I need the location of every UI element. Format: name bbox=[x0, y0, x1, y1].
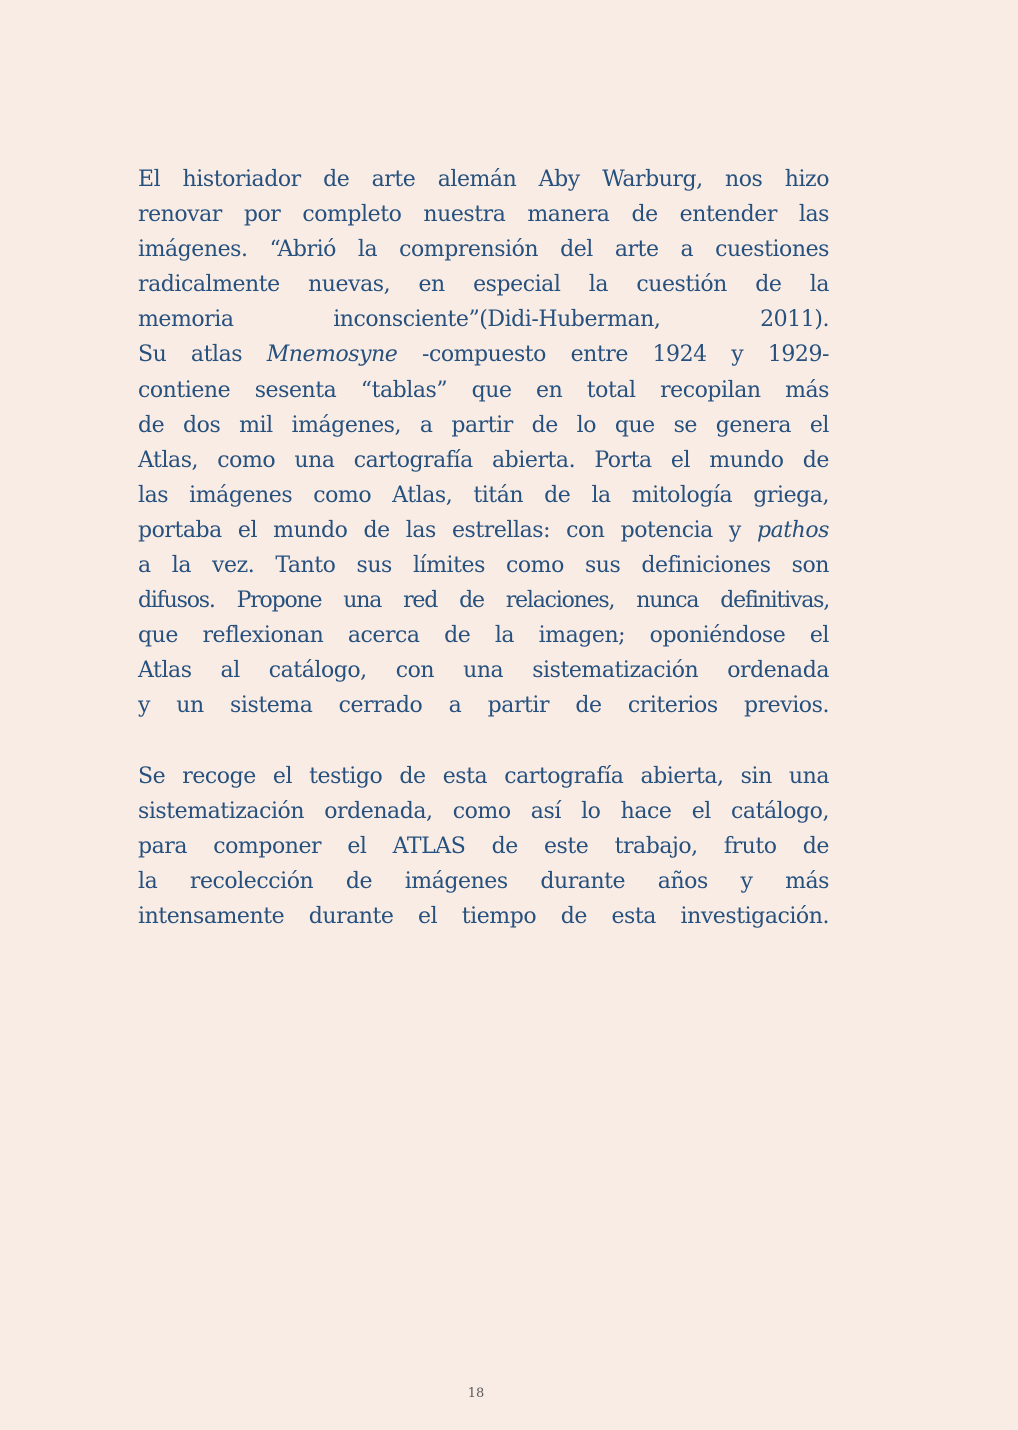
page-number: 18 bbox=[467, 1386, 485, 1401]
text-line: la recolección de imágenes durante años y más bbox=[138, 868, 829, 894]
italic-word: pathos bbox=[756, 517, 829, 543]
text-line: para componer el ATLAS de este trabajo, fruto de bbox=[138, 833, 829, 859]
text-line: sistematización ordenada, como así lo hace el catálogo, bbox=[138, 798, 829, 824]
italic-title: Mnemosyne bbox=[266, 342, 398, 368]
text-line bbox=[138, 337, 829, 372]
text-line: Se recoge el testigo de esta cartografía abierta, sin una bbox=[138, 763, 829, 789]
text-line: radicalmente nuevas, en especial la cuestión de la bbox=[138, 272, 829, 298]
text-line: contiene sesenta “tablas” que en total recopilan más bbox=[138, 377, 829, 403]
text-line: a la vez. Tanto sus límites como sus definiciones son bbox=[138, 553, 829, 579]
paragraph-warburg bbox=[138, 162, 829, 724]
body-text bbox=[138, 162, 829, 934]
text-line bbox=[138, 513, 829, 548]
text-fragment: -compuesto entre 1924 y 1929- bbox=[397, 342, 829, 368]
text-line: Atlas al catálogo, con una sistematización ordenada bbox=[138, 658, 829, 684]
text-line: difusos. Propone una red de relaciones, nunca definitivas, bbox=[138, 588, 829, 614]
text-line: renovar por completo nuestra manera de entender las bbox=[138, 202, 829, 228]
text-line: que reflexionan acerca de la imagen; oponiéndose el bbox=[138, 623, 829, 649]
text-fragment: portaba el mundo de las estrellas: con potencia y bbox=[138, 517, 757, 543]
paragraph-atlas bbox=[138, 759, 829, 934]
text-line: memoria inconsciente”(Didi-Huberman, 2011). bbox=[138, 307, 829, 333]
text-line: y un sistema cerrado a partir de criterios previos. bbox=[138, 693, 829, 719]
text-line: las imágenes como Atlas, titán de la mitología griega, bbox=[138, 482, 829, 508]
text-line: intensamente durante el tiempo de esta investigación. bbox=[138, 903, 829, 929]
text-line: de dos mil imágenes, a partir de lo que se genera el bbox=[138, 412, 829, 438]
text-fragment: Su atlas bbox=[138, 342, 267, 368]
text-line: Atlas, como una cartografía abierta. Porta el mundo de bbox=[138, 447, 829, 473]
text-line: imágenes. “Abrió la comprensión del arte a cuestiones bbox=[138, 237, 829, 263]
text-line: El historiador de arte alemán Aby Warburg, nos hizo bbox=[138, 167, 829, 192]
